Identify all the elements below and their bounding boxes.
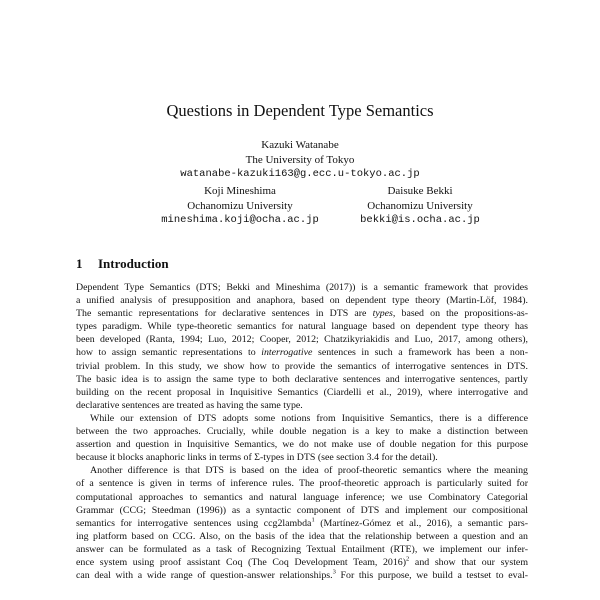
text-line: Dependent Type Semantics (DTS; Bekki and Mineshima (2017)) is a semantic framework that provides [76,282,528,293]
section-title: Introduction [98,256,169,271]
text-line: types paradigm. While type-theoretic semantics for natural language based on dependent type theory has [76,321,528,333]
section-number: 1 [76,256,83,271]
text-line: While our extension of DTS adopts some notions from Inquisitive Semantics, there is a difference [90,412,528,424]
author-email: mineshima.koji@ocha.ac.jp [161,214,319,226]
body-text [76,281,528,582]
author-block-1 [0,138,600,182]
text-line: a unified analysis of presupposition and anaphora, based on dependent type theory (Martin-Löf, 1984). [76,295,528,307]
text-line: trivial problem. In this study, we show how to provide the semantics of interrogative sentences in DTS. [76,360,528,372]
author-block-3 [290,184,550,228]
paper-title: Questions in Dependent Type Semantics [166,101,434,120]
text-line: ence system using proof assistant Coq (The Coq Development Team, 2016)$^2$ and show that our system [76,555,528,568]
emphasis: types [372,308,393,320]
author-name: Daisuke Bekki [387,185,453,197]
section-heading [76,255,169,273]
text-line: how to assign semantic representations to interrogative sentences in such a framework has been a non- [76,347,528,359]
footnote-marker[interactable]: 2 [406,555,410,563]
text-line: The basic idea is to assign the same type to both declarative sentences and interrogative sentences, partly [76,373,528,385]
author-email: watanabe-kazuki163@g.ecc.u-tokyo.ac.jp [180,168,420,180]
text-line: Grammar (CCG; Steedman (1996)) as a syntactic component of DTS and implement our compositional [76,504,528,516]
author-name: Kazuki Watanabe [261,139,339,151]
text-line: computational approaches to semantics and natural language inference; we use Combinatory Categorial [76,491,528,503]
author-affiliation: The University of Tokyo [245,153,355,166]
author-affiliation: Ochanomizu University [187,199,293,212]
text-line: can deal with a wide range of question-answer relationships.$^3$ For this purpose, we build a testset to eval- [76,569,528,582]
author-email: bekki@is.ocha.ac.jp [360,214,480,226]
footnote-marker[interactable]: 1 [311,516,315,524]
text-line: been developed (Ranta, 1994; Luo, 2012; Cooper, 2012; Chatzikyriakidis and Luo, 2017, among others), [76,334,528,346]
author-name: Koji Mineshima [204,185,276,197]
text-line: between the two approaches. Crucially, while double negation is a key to make a distinction between [76,426,528,438]
text-line: assertion and question in Inquisitive Semantics, we do not make use of double negation for this purpose [76,439,528,451]
author-affiliation: Ochanomizu University [367,199,473,212]
footnote-marker[interactable]: 3 [332,569,336,576]
text-line: because it blocks anaphoric links in terms of Σ-types in DTS (see section 3.4 for the detail). [76,452,438,464]
text-line: ing platform based on CCG. Also, on the basis of the idea that the relationship between a question and an [76,530,528,542]
emphasis: interrogative [261,347,313,359]
text-line: declarative sentences are treated as having the same type. [76,399,303,411]
text-line: building on the recent proposal in Inquisitive Semantics (Ciardelli et al., 2019), where interrogative and [76,386,528,398]
text-line: semantics for interrogative sentences using ccg2lambda$^1$ (Martínez-Gómez et al., 2016), a semantic pars- [76,516,528,529]
text-line: Another difference is that DTS is based on the idea of proof-theoretic semantics where the meaning [90,465,528,477]
text-line: of a sentence is given in terms of inference rules. The proof-theoretic approach is particularly suited for [76,478,528,490]
text-line: answer can be formulated as a task of Recognizing Textual Entailment (RTE), we implement our infer- [76,543,528,555]
text-line: The semantic representations for declarative sentences in DTS are types, based on the propositions-as- [76,308,528,320]
